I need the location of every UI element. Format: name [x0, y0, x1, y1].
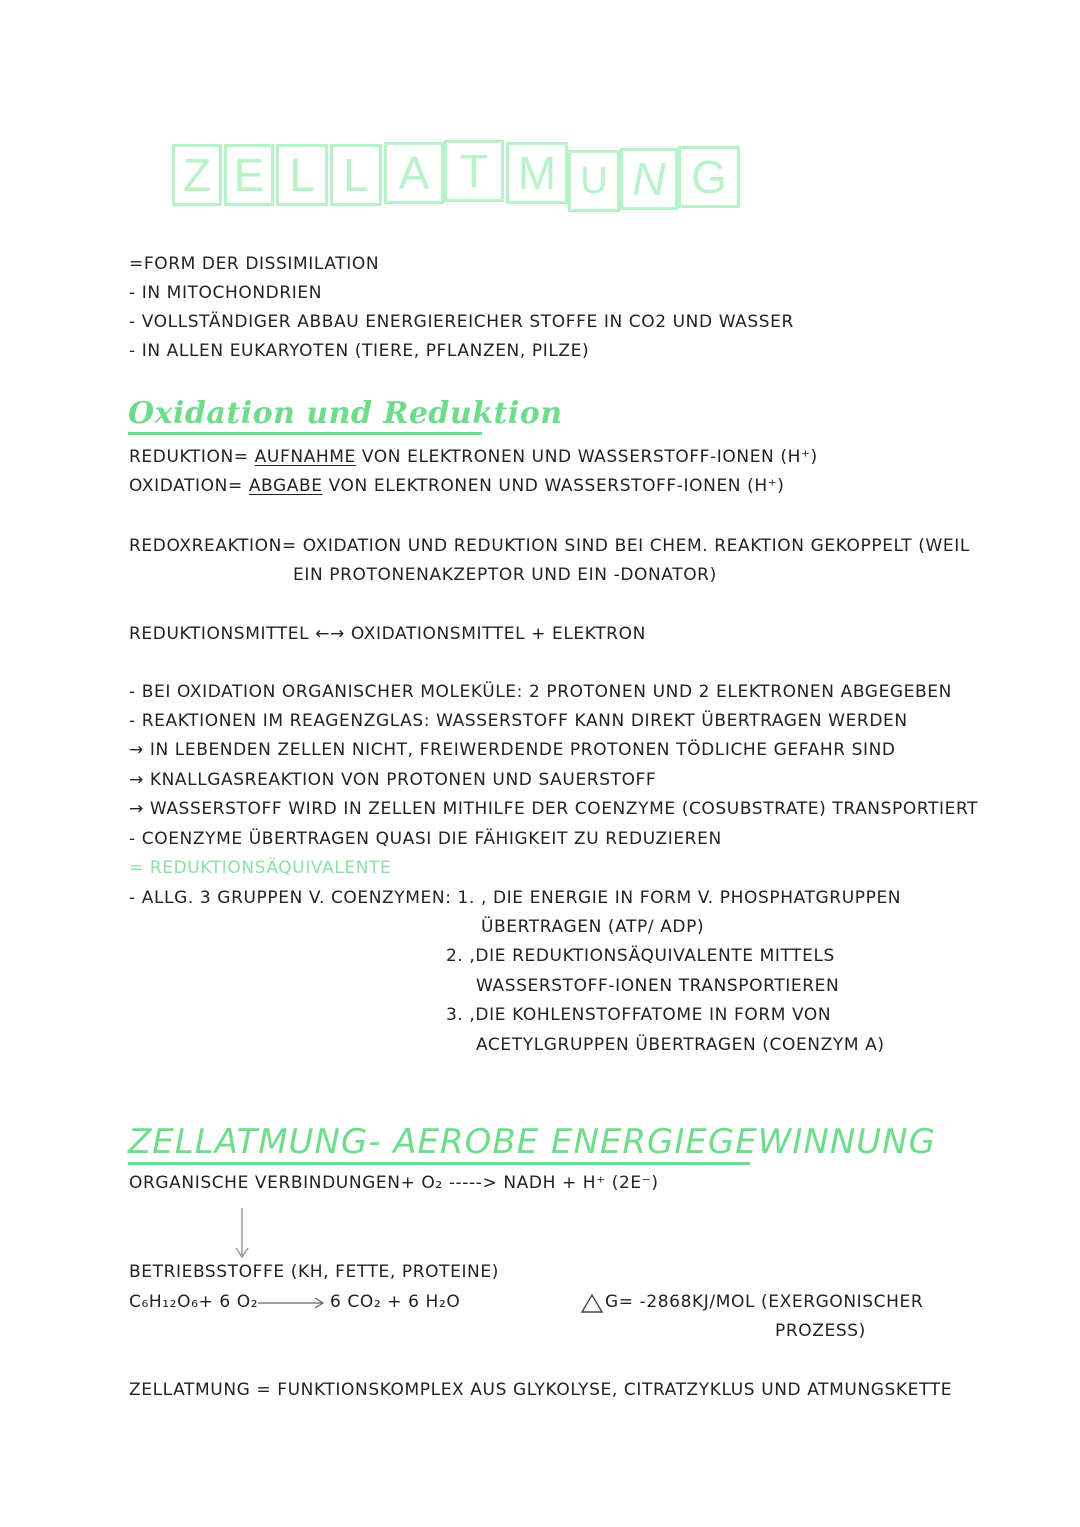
- redox-mittel-line: REDUKTIONSMITTEL ←→ OXIDATIONSMITTEL + ELEKTRON: [129, 624, 646, 644]
- title-letter: E: [224, 144, 274, 206]
- redox-point: - REAKTIONEN IM REAGENZGLAS: WASSERSTOFF KANN DIREKT ÜBERTRAGEN WERDEN: [129, 711, 908, 731]
- redox-point: → KNALLGASREAKTION VON PROTONEN UND SAUERSTOFF: [129, 770, 657, 790]
- reaction-arrow-icon: [258, 1296, 326, 1310]
- title-letter: A: [384, 142, 444, 204]
- title-letter: T: [444, 140, 504, 202]
- betriebsstoffe-line: BETRIEBSSTOFFE (KH, FETTE, PROTEINE): [129, 1262, 499, 1282]
- title-letter: N: [620, 148, 678, 210]
- heading-underline: [128, 432, 482, 435]
- zellatmung-summary: ZELLATMUNG = FUNKTIONSKOMPLEX AUS GLYKOLYSE, CITRATZYKLUS UND ATMUNGSKETTE: [129, 1380, 953, 1400]
- redoxreaktion-line: EIN PROTONENAKZEPTOR UND EIN -DONATOR): [293, 565, 717, 585]
- redox-point: - BEI OXIDATION ORGANISCHER MOLEKÜLE: 2 PROTONEN UND 2 ELEKTRONEN ABGEGEBEN: [129, 682, 952, 702]
- definition-emphasis: ABGABE: [248, 476, 323, 496]
- intro-line: - IN ALLEN EUKARYOTEN (TIERE, PFLANZEN, PILZE): [129, 341, 590, 361]
- definition-reduktion: [129, 447, 818, 467]
- heading-oxidation-reduktion: Oxidation und Reduktion: [128, 396, 563, 431]
- coenzyme-groups-line: 2. ,DIE REDUKTIONSÄQUIVALENTE MITTELS: [446, 946, 835, 966]
- delta-icon: [581, 1294, 603, 1314]
- title-letter: Z: [172, 144, 222, 206]
- coenzyme-groups-line: - ALLG. 3 GRUPPEN V. COENZYMEN: 1. , DIE ENERGIE IN FORM V. PHOSPHATGRUPPEN: [129, 888, 902, 908]
- title-zellatmung: [172, 138, 912, 218]
- definition-prefix: OXIDATION=: [129, 476, 249, 496]
- title-letter: L: [330, 144, 382, 206]
- delta-g-line: G= -2868KJ/MOL (EXERGONISCHER: [605, 1292, 924, 1312]
- intro-line: - IN MITOCHONDRIEN: [129, 283, 323, 303]
- glucose-reactants: C₆H₁₂O₆+ 6 O₂: [129, 1292, 259, 1312]
- down-arrow-icon: [234, 1208, 250, 1260]
- heading-aerobe-energiegewinnung: ZELLATMUNG- AEROBE ENERGIEGEWINNUNG: [128, 1122, 936, 1162]
- definition-suffix: VON ELEKTRONEN UND WASSERSTOFF-IONEN (H⁺): [322, 476, 785, 496]
- intro-line: =FORM DER DISSIMILATION: [129, 254, 380, 274]
- title-letter: G: [678, 146, 740, 208]
- nadh-equation: ORGANISCHE VERBINDUNGEN+ O₂ -----> NADH + H⁺ (2E⁻): [129, 1173, 659, 1193]
- glucose-products: 6 CO₂ + 6 H₂O: [330, 1292, 461, 1312]
- coenzyme-groups-line: ÜBERTRAGEN (ATP/ ADP): [481, 917, 705, 937]
- title-letter: L: [276, 144, 328, 206]
- title-letter: U: [568, 150, 620, 212]
- redox-point: → WASSERSTOFF WIRD IN ZELLEN MITHILFE DER COENZYME (COSUBSTRATE) TRANSPORTIERT: [129, 799, 979, 819]
- reduktionsaequivalente-note: = REDUKTIONSÄQUIVALENTE: [129, 858, 392, 878]
- intro-line: - VOLLSTÄNDIGER ABBAU ENERGIEREICHER STOFFE IN CO2 UND WASSER: [129, 312, 794, 332]
- definition-prefix: REDUKTION=: [129, 447, 255, 467]
- redoxreaktion-line: REDOXREAKTION= OXIDATION UND REDUKTION SIND BEI CHEM. REAKTION GEKOPPELT (WEIL: [129, 536, 970, 556]
- redox-point: - COENZYME ÜBERTRAGEN QUASI DIE FÄHIGKEIT ZU REDUZIEREN: [129, 829, 722, 849]
- heading-underline: [128, 1162, 750, 1165]
- definition-suffix: VON ELEKTRONEN UND WASSERSTOFF-IONEN (H⁺): [355, 447, 818, 467]
- definition-emphasis: AUFNAHME: [254, 447, 356, 467]
- title-letter: M: [506, 142, 568, 204]
- redox-point: → IN LEBENDEN ZELLEN NICHT, FREIWERDENDE PROTONEN TÖDLICHE GEFAHR SIND: [129, 740, 896, 760]
- coenzyme-groups-line: 3. ,DIE KOHLENSTOFFATOME IN FORM VON: [446, 1005, 832, 1025]
- definition-oxidation: [129, 476, 785, 496]
- delta-g-line: PROZESS): [775, 1321, 866, 1341]
- coenzyme-groups-line: WASSERSTOFF-IONEN TRANSPORTIEREN: [476, 976, 840, 996]
- coenzyme-groups-line: ACETYLGRUPPEN ÜBERTRAGEN (COENZYM A): [476, 1035, 885, 1055]
